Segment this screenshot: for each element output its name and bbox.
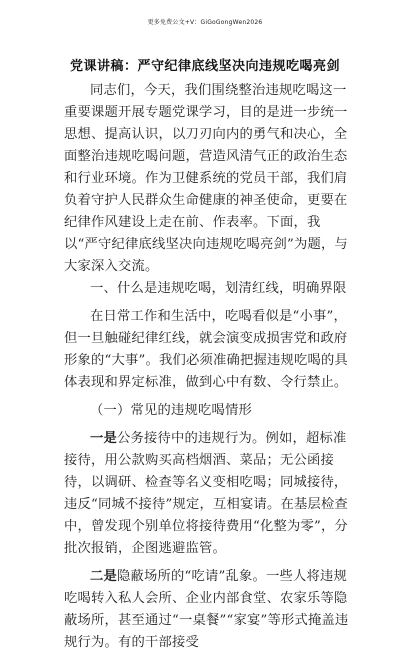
subsection-heading-1: （一）常见的违规吃喝情形 [90, 403, 252, 418]
paragraph-intro: 同志们，今天，我们围绕整治违规吃喝这一重要课题开展专题党课学习，目的是进一步统一思想、提高认识，以刀刃向内的勇气和决心，全面整治违规吃喝问题，营造风清气正的政治生态和行业环境。作为卫健系统的党员干部，我们肩负着守护人民群众生命健康的神圣使命，更要在纪律作风建设上走在前、作表率。下面，我以“严守纪律底线坚决向违规吃喝亮剑”为题，与大家深入交流。 [64, 83, 348, 274]
document-body [64, 80, 350, 654]
document-title: 党课讲稿：严守纪律底线坚决向违规吃喝亮剑 [69, 59, 340, 74]
point-text-2: 隐蔽场所的“吃请”乱象。一些人将违规吃喝转入私人会所、企业内部食堂、农家乐等隐蔽场所，甚至通过“一桌餐”“家宴”等形式掩盖违规行为。有的干部接受 [64, 569, 349, 650]
point-text-1: 公务接待中的违规行为。例如，超标准接待，用公款购买高档烟酒、菜品；无公函接待，以调研、检查等名义变相吃喝；同城接待，违反“同城不接待”规定，互相宴请。在基层检查中，曾发现个别单位将接待费用“化整为零”，分批次报销，企图逃避监管。 [64, 431, 348, 556]
watermark-text: 更多免费公文+V：GiGoGongWen2026 [147, 19, 263, 26]
paragraph-section-1: 在日常工作和生活中，吃喝看似是“小事”，但一旦触碰纪律红线，就会演变成损害党和政府形象的“大事”。我们必须准确把握违规吃喝的具体表现和界定标准，做到心中有数、令行禁止。 [64, 309, 348, 390]
point-lead-2: 二是 [90, 569, 117, 584]
point-lead-1: 一是 [90, 431, 117, 446]
paragraph-point-1 [64, 428, 350, 560]
section-heading-1: 一、什么是违规吃喝，划清红线，明确界限 [90, 281, 347, 296]
paragraph-point-2 [64, 566, 350, 654]
